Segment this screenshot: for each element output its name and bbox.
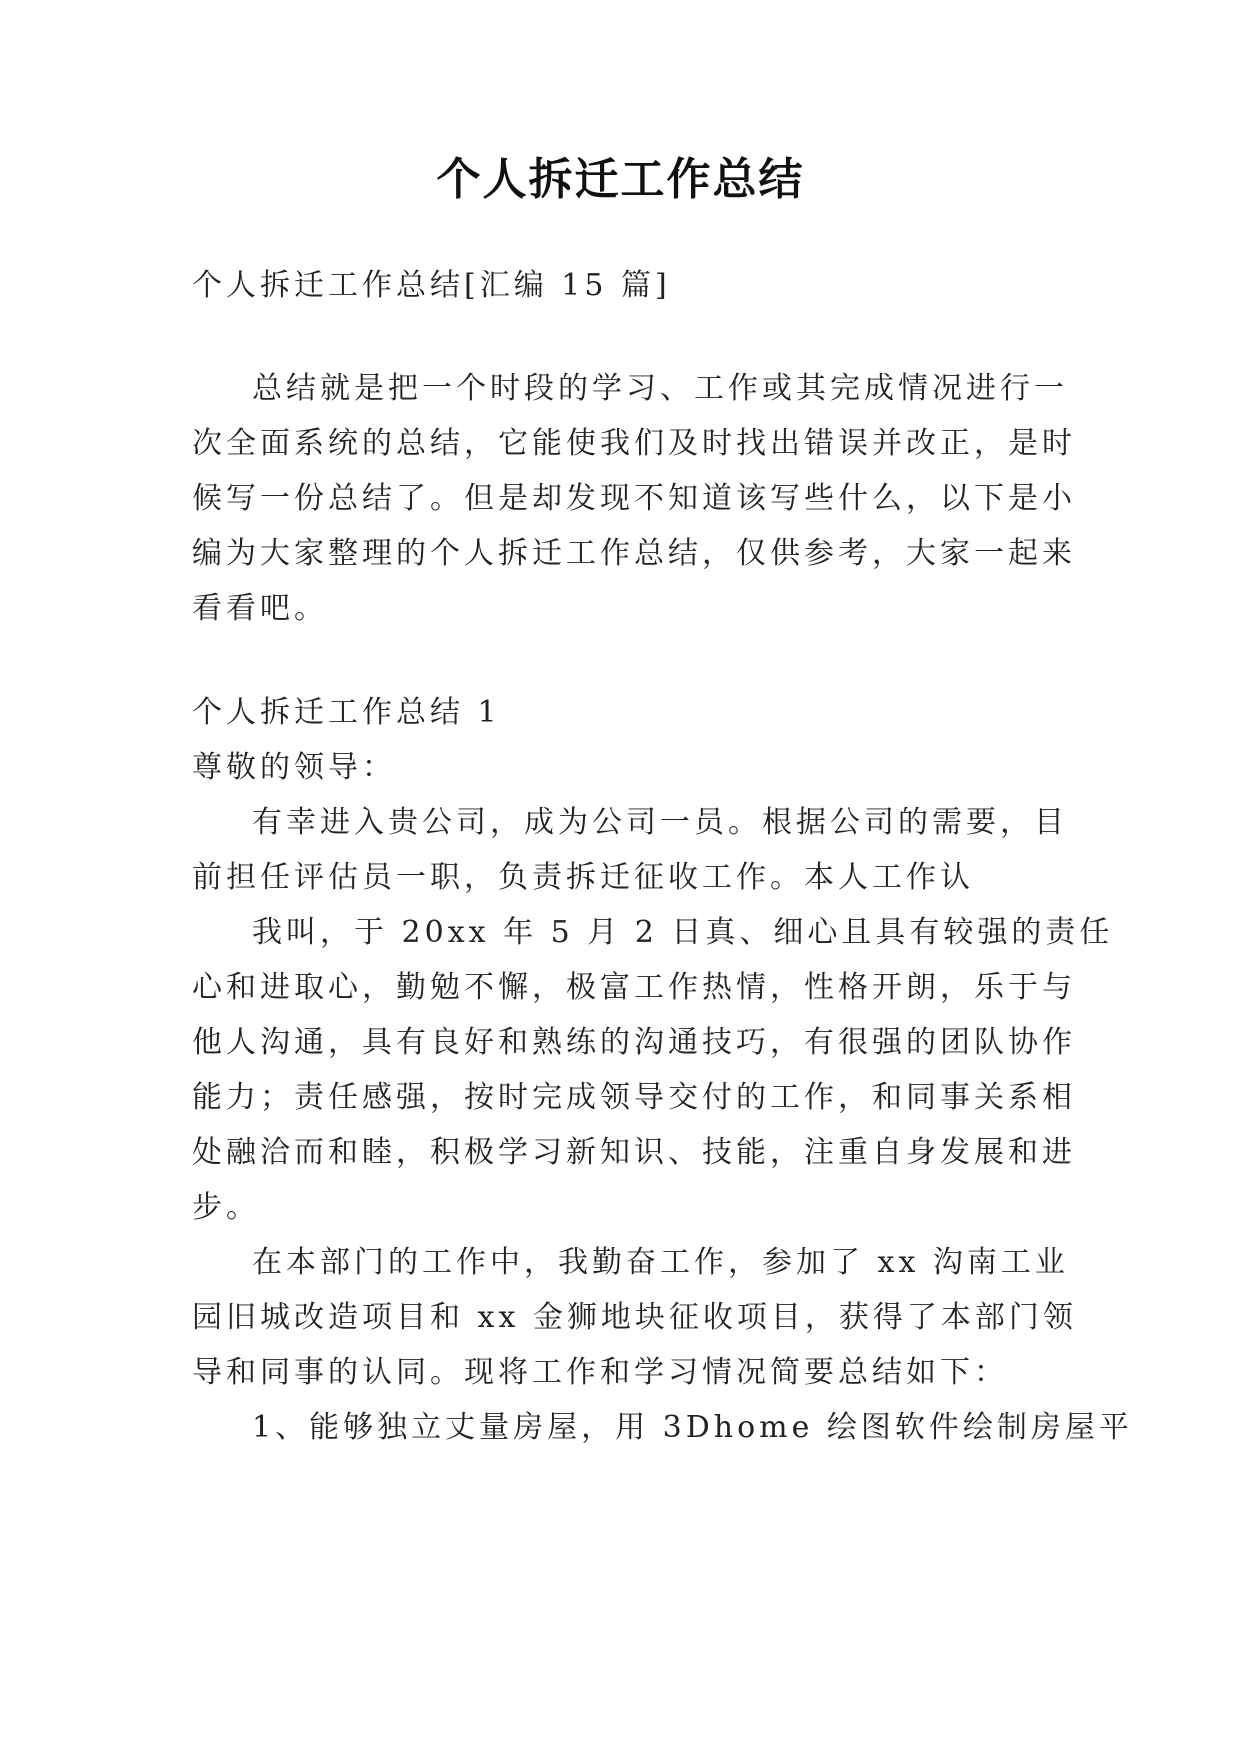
intro-line: 总结就是把一个时段的学习、工作或其完成情况进行一 — [252, 371, 1068, 406]
salutation: 尊敬的领导： — [192, 750, 396, 785]
intro-line: 看看吧。 — [192, 591, 328, 626]
page-title: 个人拆迁工作总结 — [436, 154, 805, 205]
paragraph-line: 前担任评估员一职，负责拆迁征收工作。本人工作认 — [192, 860, 974, 895]
paragraph-line: 他人沟通，具有良好和熟练的沟通技巧，有很强的团队协作 — [192, 1025, 1076, 1060]
intro-line: 编为大家整理的个人拆迁工作总结，仅供参考，大家一起来 — [192, 536, 1076, 571]
intro-line: 次全面系统的总结，它能使我们及时找出错误并改正，是时 — [192, 426, 1076, 461]
intro-line: 候写一份总结了。但是却发现不知道该写些什么，以下是小 — [192, 481, 1076, 516]
paragraph-line: 我叫，于 20xx 年 5 月 2 日真、细心且具有较强的责任 — [252, 915, 1114, 950]
section-heading: 个人拆迁工作总结 1 — [192, 695, 501, 730]
paragraph-line: 步。 — [192, 1190, 260, 1225]
paragraph-line: 能力；责任感强，按时完成领导交付的工作，和同事关系相 — [192, 1080, 1076, 1115]
paragraph-line: 在本部门的工作中，我勤奋工作，参加了 xx 沟南工业 — [252, 1245, 1069, 1280]
paragraph-line: 心和进取心，勤勉不懈，极富工作热情，性格开朗，乐于与 — [192, 970, 1076, 1005]
paragraph-line: 有幸进入贵公司，成为公司一员。根据公司的需要，目 — [252, 805, 1068, 840]
paragraph-line: 导和同事的认同。现将工作和学习情况简要总结如下： — [192, 1355, 1008, 1390]
paragraph-line: 处融洽而和睦，积极学习新知识、技能，注重自身发展和进 — [192, 1135, 1076, 1170]
paragraph-line: 园旧城改造项目和 xx 金狮地块征收项目，获得了本部门领 — [192, 1300, 1077, 1335]
paragraph-line: 1、能够独立丈量房屋，用 3Dhome 绘图软件绘制房屋平 — [252, 1410, 1133, 1445]
document-subtitle: 个人拆迁工作总结[汇编 15 篇] — [192, 268, 671, 303]
